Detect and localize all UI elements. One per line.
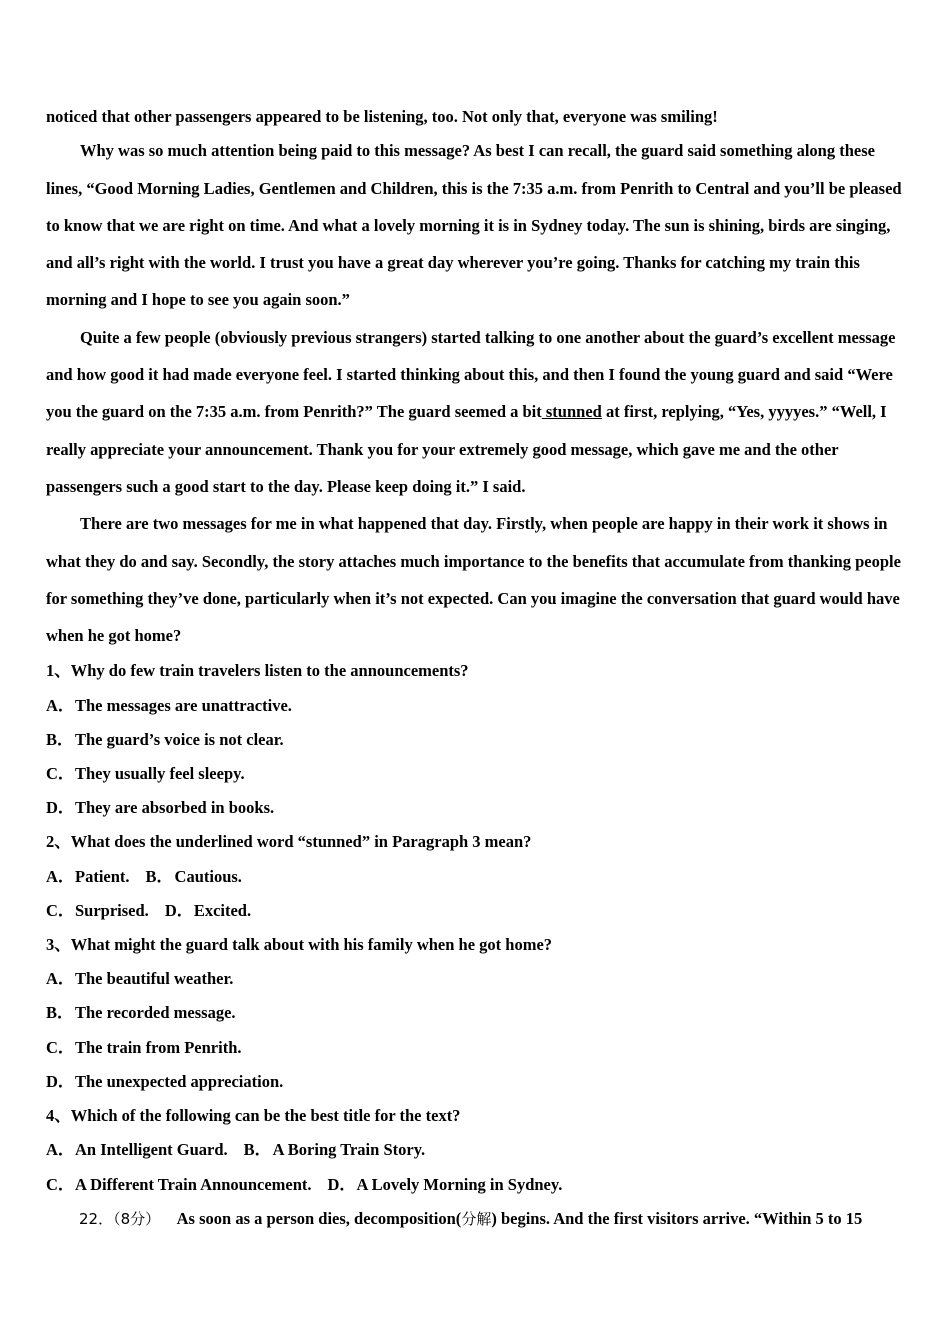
paragraph-text: Quite a few people (obviously previous strangers) started talking to one another about the guard’s excellent message and how good it had made everyone feel. I started thinking about this, and then I found the young guard and said “Were you the guard on the 7:35 a.m. from Penrith?” The guard seemed a bit	[46, 327, 896, 422]
question-text: ) begins. And the first visitors arrive. “Within 5 to 15	[491, 1208, 863, 1228]
question-number: 22．	[79, 1209, 114, 1228]
passage-paragraph-0: noticed that other passengers appeared to be listening, too. Not only that, everyone was smiling!	[46, 107, 718, 126]
option-row	[46, 1168, 906, 1202]
option-text: A Different Train Announcement.	[75, 1174, 312, 1194]
question-stem: 2、What does the underlined word “stunned” in Paragraph 3 mean?	[46, 832, 532, 852]
option-row	[46, 1133, 906, 1167]
option-text: The train from Penrith.	[75, 1037, 242, 1057]
option-item[interactable]	[165, 901, 251, 920]
option-label: A．	[46, 866, 75, 886]
option-text: They are absorbed in books.	[75, 798, 275, 818]
option-item[interactable]	[46, 867, 130, 886]
option-text: They usually feel sleepy.	[75, 764, 245, 784]
document-page	[46, 98, 906, 1236]
option-text: An Intelligent Guard.	[75, 1140, 228, 1160]
option-item[interactable]	[244, 1140, 426, 1159]
option-item[interactable]	[46, 791, 906, 825]
option-item[interactable]	[46, 996, 906, 1030]
option-label: C．	[46, 764, 75, 784]
option-row	[46, 894, 906, 928]
option-label: D．	[164, 900, 194, 920]
passage-paragraph-1: Why was so much attention being paid to this message? As best I can recall, the guard said something along these lines, “Good Morning Ladies, Gentlemen and Children, this is the 7:35 a.m. from Penrith to Central and you’ll be pleased to know that we are right on time. And what a lovely morning it is in Sydney today. The sun is shining, birds are singing, and all’s right with the world. I trust you have a great day wherever you’re going. Thanks for catching my train this morning and I hope to see you again soon.”	[46, 141, 902, 310]
option-text: Cautious.	[174, 866, 242, 886]
option-label: C．	[46, 900, 75, 920]
option-item[interactable]	[46, 1175, 312, 1194]
option-label: A．	[46, 969, 75, 989]
option-item[interactable]	[46, 723, 906, 757]
option-text: A Boring Train Story.	[272, 1140, 426, 1160]
passage-paragraph-3: There are two messages for me in what happened that day. Firstly, when people are happy in their work it shows in what they do and say. Secondly, the story attaches much importance to the benefits that accumulate from thanking people for something they’ve done, particularly when it’s not expected. Can you imagine the conversation that guard would have when he got home?	[46, 514, 901, 646]
option-label: B．	[46, 729, 74, 749]
option-item[interactable]	[328, 1175, 563, 1194]
option-text: The unexpected appreciation.	[75, 1071, 284, 1091]
option-label: D．	[46, 1071, 75, 1091]
next-question-intro	[46, 1202, 906, 1236]
option-text: Surprised.	[75, 900, 149, 920]
option-item[interactable]	[46, 962, 906, 996]
option-label: B．	[145, 866, 174, 886]
option-label: D．	[46, 798, 75, 818]
question-stem: 4、Which of the following can be the best title for the text?	[46, 1106, 461, 1126]
question-text: As soon as a person dies, decomposition(	[176, 1208, 462, 1228]
paragraph-text: at first, replying, “Yes, yyyyes.” “Well, I really appreciate your announcement. Thank you for your extremely good message, which gave me and the other passengers such a good start to the day. Please keep doing it.” I said.	[46, 402, 887, 496]
option-item[interactable]	[46, 1140, 228, 1159]
underlined-word: stunned	[541, 402, 602, 422]
option-item[interactable]	[146, 867, 242, 886]
option-text: Patient.	[75, 866, 130, 886]
option-text: The beautiful weather.	[75, 969, 234, 989]
option-item[interactable]	[46, 757, 906, 791]
option-label: D．	[327, 1174, 356, 1194]
option-text: The messages are unattractive.	[75, 695, 292, 715]
option-label: B．	[243, 1140, 272, 1160]
question-text-cn: 分解	[461, 1209, 492, 1228]
option-text: The recorded message.	[75, 1003, 236, 1023]
option-item[interactable]	[46, 1065, 906, 1099]
question-points: （8分）	[113, 1209, 161, 1228]
option-label: A．	[46, 1140, 75, 1160]
option-label: C．	[46, 1037, 75, 1057]
option-item[interactable]	[46, 689, 906, 723]
option-label: C．	[46, 1174, 75, 1194]
option-item[interactable]	[46, 901, 149, 920]
option-text: Excited.	[193, 900, 252, 920]
option-item[interactable]	[46, 1031, 906, 1065]
option-row	[46, 860, 906, 894]
question-stem: 3、What might the guard talk about with his family when he got home?	[46, 935, 553, 955]
option-text: The guard’s voice is not clear.	[75, 729, 284, 749]
option-text: A Lovely Morning in Sydney.	[356, 1174, 563, 1194]
option-label: B．	[46, 1003, 74, 1023]
option-label: A．	[46, 695, 75, 715]
passage-paragraph-2	[46, 319, 906, 505]
question-stem: 1、Why do few train travelers listen to the announcements?	[46, 661, 469, 681]
